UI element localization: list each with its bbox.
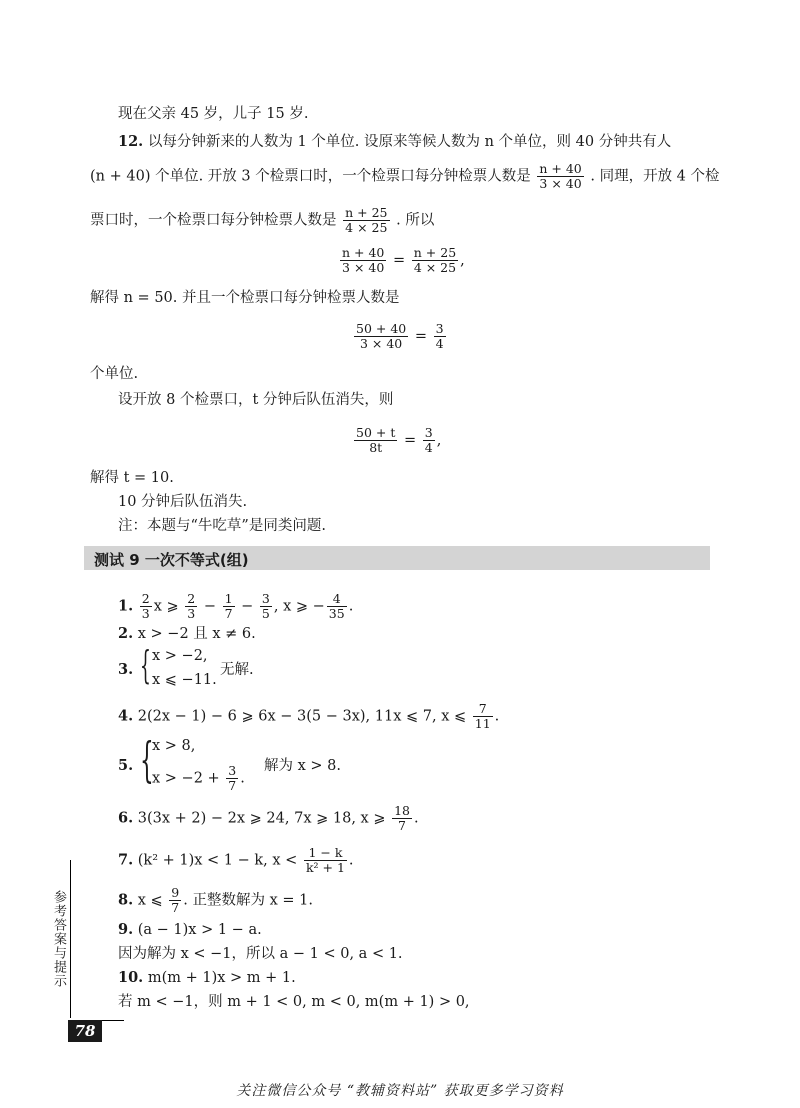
item-10 — [118, 968, 296, 988]
text: (k² + 1)x < 1 − k, x < — [137, 852, 298, 869]
denominator: k² + 1 — [305, 860, 345, 875]
equals: = — [403, 432, 417, 449]
item-10-line-b: 若 m < −1，则 m + 1 < 0, m < 0, m(m + 1) > 0, — [118, 994, 470, 1010]
denominator: 4 × 25 — [345, 220, 388, 235]
text: . — [348, 852, 354, 869]
numerator: 4 — [327, 592, 347, 607]
text: . — [494, 708, 500, 725]
denominator: 3 × 40 — [539, 176, 582, 191]
fraction — [354, 322, 408, 351]
text: m(m + 1)x > m + 1. — [147, 970, 296, 986]
fraction — [434, 322, 446, 351]
section-header — [84, 546, 710, 570]
numerator: 1 − k — [304, 846, 347, 861]
text-line: 解得 n = 50. 并且一个检票口每分钟检票人数是 — [90, 290, 400, 306]
fraction — [473, 702, 493, 731]
fraction — [354, 426, 397, 455]
problem-12-line-2 — [90, 162, 720, 191]
brace: { — [140, 643, 151, 687]
text: 票口时，一个检票口每分钟检票人数是 — [90, 212, 337, 229]
text: x > −2 且 x ≠ 6. — [137, 626, 256, 642]
denominator: 5 — [261, 606, 270, 621]
fraction — [412, 246, 458, 275]
text: 以每分钟新来的人数为 1 个单位. 设原来等候人数为 n 个单位，则 40 分钟共有人 — [147, 134, 672, 150]
denominator: 11 — [474, 716, 491, 731]
text: x ⩽ — [137, 892, 163, 909]
problem-number: 12. — [118, 133, 144, 150]
numerator: 1 — [224, 591, 233, 606]
fraction — [537, 162, 583, 191]
fraction — [423, 426, 435, 455]
fraction — [340, 246, 386, 275]
item-number: 10. — [118, 969, 144, 986]
text: 2(2x − 1) − 6 ⩾ 6x − 3(5 − 3x), 11x ⩽ 7, x ⩽ — [137, 708, 467, 725]
item-3-line-a: x > −2, — [152, 648, 208, 664]
fraction — [327, 592, 347, 621]
numerator: 3 — [261, 591, 270, 606]
item-number: 5. — [118, 757, 134, 774]
footer-watermark: 关注微信公众号 “教辅资料站” 获取更多学习资料 — [236, 1083, 564, 1099]
fraction — [169, 886, 181, 915]
numerator: 3 — [435, 321, 444, 336]
section-title: 测试 9 一次不等式(组) — [94, 551, 249, 569]
numerator: 50 + t — [356, 425, 396, 440]
numerator: 50 + 40 — [356, 321, 407, 336]
item-number: 2. — [118, 625, 134, 642]
item-number: 1. — [118, 597, 134, 615]
denominator: 3 × 40 — [342, 260, 385, 275]
page-number: 78 — [68, 1020, 102, 1042]
denominator: 7 — [228, 778, 237, 793]
numerator: n + 25 — [413, 245, 457, 260]
numerator: 3 — [424, 425, 433, 440]
numerator: 3 — [228, 763, 237, 778]
text: . — [413, 810, 419, 827]
punct: , — [436, 432, 442, 449]
fraction — [260, 592, 272, 621]
text: . — [348, 598, 354, 615]
denominator: 4 — [435, 336, 444, 351]
equals: = — [393, 252, 406, 269]
text-line: 设开放 8 个检票口，t 分钟后队伍消失，则 — [118, 392, 394, 408]
item-number: 4. — [118, 707, 134, 725]
text-line: 解得 t = 10. — [90, 470, 174, 486]
answer-line: 现在父亲 45 岁，儿子 15 岁. — [118, 106, 309, 122]
item-5-line-b — [152, 764, 245, 793]
item-number: 9. — [118, 921, 134, 938]
punct: , — [460, 252, 465, 269]
item-8 — [118, 886, 313, 915]
item-6 — [118, 804, 419, 833]
numerator: n + 40 — [342, 245, 385, 260]
item-number: 8. — [118, 891, 134, 909]
numerator: 2 — [187, 591, 196, 606]
item-3-line-b: x ⩽ −11. — [152, 672, 217, 688]
item-5-result: 解为 x > 8. — [264, 758, 341, 774]
item-9-line-b: 因为解为 x < −1，所以 a − 1 < 0, a < 1. — [118, 946, 403, 962]
denominator: 7 — [171, 900, 180, 915]
denominator: 4 — [424, 440, 433, 455]
item-9 — [118, 920, 262, 940]
text-line: 个单位. — [90, 366, 139, 382]
equation-3 — [352, 426, 441, 455]
numerator: 9 — [171, 885, 180, 900]
item-5-number — [118, 756, 133, 776]
equals: = — [414, 328, 427, 345]
fraction — [226, 764, 238, 793]
text: . 所以 — [396, 212, 435, 229]
text: 3(3x + 2) − 2x ⩾ 24, 7x ⩾ 18, x ⩾ — [137, 810, 386, 827]
numerator: 7 — [473, 702, 493, 717]
text: − — [241, 598, 254, 615]
item-number: 7. — [118, 851, 134, 869]
text: (n + 40) 个单位. 开放 3 个检票口时，一个检票口每分钟检票人数是 — [90, 168, 531, 185]
numerator: n + 40 — [539, 161, 582, 176]
text: x ⩾ — [153, 598, 179, 615]
denominator: 4 × 25 — [413, 260, 457, 275]
note-line: 注：本题与“牛吃草”是同类问题. — [118, 518, 326, 534]
text-line: 10 分钟后队伍消失. — [118, 494, 248, 510]
problem-12-line-3 — [90, 206, 434, 235]
item-3-result: 无解. — [220, 662, 254, 678]
item-number: 6. — [118, 809, 134, 827]
denominator: 3 — [187, 606, 196, 621]
denominator: 35 — [328, 606, 345, 621]
text: . 正整数解为 x = 1. — [183, 892, 313, 909]
fraction — [185, 592, 197, 621]
fraction — [304, 846, 347, 875]
numerator: 2 — [141, 591, 150, 606]
item-4 — [118, 702, 499, 731]
brace: { — [140, 732, 154, 788]
side-label: 参考答案与提示 — [51, 890, 66, 988]
item-2 — [118, 624, 256, 644]
problem-12-line-1 — [118, 132, 671, 152]
denominator: 3 × 40 — [359, 336, 403, 351]
fraction — [223, 592, 235, 621]
text: − — [203, 598, 216, 615]
item-3-number — [118, 660, 133, 680]
denominator: 7 — [398, 818, 406, 833]
fraction — [140, 592, 152, 621]
text: . — [240, 770, 245, 787]
item-number: 3. — [118, 661, 134, 678]
numerator: 18 — [394, 803, 410, 818]
fraction — [343, 206, 389, 235]
denominator: 7 — [224, 606, 233, 621]
denominator: 3 — [141, 606, 150, 621]
text: x > −2 + — [152, 770, 220, 787]
item-5-line-a: x > 8, — [152, 738, 196, 754]
text: (a − 1)x > 1 − a. — [137, 922, 262, 938]
item-7 — [118, 846, 354, 875]
numerator: n + 25 — [345, 205, 388, 220]
fraction — [392, 804, 412, 833]
equation-1 — [338, 246, 465, 275]
equation-2 — [352, 322, 448, 351]
item-1 — [118, 592, 353, 621]
text: , x ⩾ − — [273, 598, 325, 615]
text: . 同理，开放 4 个检 — [590, 168, 720, 185]
denominator: 8t — [369, 440, 383, 455]
